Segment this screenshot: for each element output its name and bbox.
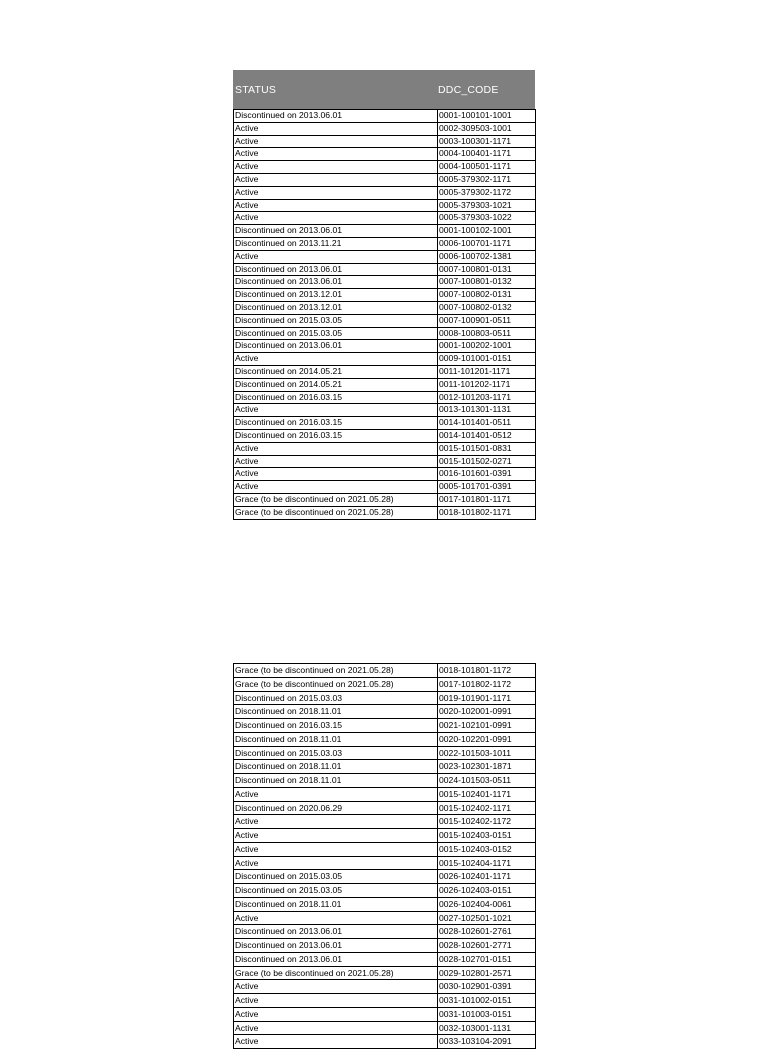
table-row bbox=[234, 897, 536, 911]
ddc-code-cell: 0020-102201-0991 bbox=[438, 732, 536, 746]
table-row bbox=[234, 391, 536, 404]
ddc-code-cell: 0018-101801-1172 bbox=[438, 664, 536, 678]
table-row bbox=[234, 506, 536, 519]
table-row bbox=[234, 212, 536, 225]
ddc-code-cell: 0006-100701-1171 bbox=[438, 237, 536, 250]
status-cell: Discontinued on 2013.06.01 bbox=[234, 340, 438, 353]
ddc-code-cell: 0009-101001-0151 bbox=[438, 353, 536, 366]
status-cell: Active bbox=[234, 199, 438, 212]
ddc-code-cell: 0033-103104-2091 bbox=[438, 1035, 536, 1049]
ddc-code-cell: 0023-102301-1871 bbox=[438, 760, 536, 774]
status-cell: Active bbox=[234, 468, 438, 481]
status-cell: Active bbox=[234, 161, 438, 174]
status-cell: Discontinued on 2016.03.15 bbox=[234, 417, 438, 430]
ddc-code-cell: 0030-102901-0391 bbox=[438, 980, 536, 994]
ddc-code-cell: 0032-103001-1131 bbox=[438, 1021, 536, 1035]
table-header bbox=[233, 70, 535, 109]
ddc-code-cell: 0026-102404-0061 bbox=[438, 897, 536, 911]
status-cell: Active bbox=[234, 994, 438, 1008]
table-row bbox=[234, 691, 536, 705]
table-row bbox=[234, 276, 536, 289]
table-row bbox=[234, 122, 536, 135]
status-cell: Active bbox=[234, 911, 438, 925]
ddc-code-cell: 0015-102402-1172 bbox=[438, 815, 536, 829]
ddc-code-cell: 0007-100901-0511 bbox=[438, 314, 536, 327]
table-row bbox=[234, 1035, 536, 1049]
table-row bbox=[234, 842, 536, 856]
status-cell: Discontinued on 2014.05.21 bbox=[234, 365, 438, 378]
table-row bbox=[234, 314, 536, 327]
status-cell: Active bbox=[234, 250, 438, 263]
table-row bbox=[234, 481, 536, 494]
status-cell: Active bbox=[234, 135, 438, 148]
status-cell: Active bbox=[234, 815, 438, 829]
ddc-code-cell: 0015-102403-0151 bbox=[438, 829, 536, 843]
ddc-code-cell: 0007-100801-0132 bbox=[438, 276, 536, 289]
table-row bbox=[234, 980, 536, 994]
table-row bbox=[234, 787, 536, 801]
table-row bbox=[234, 1007, 536, 1021]
ddc-code-cell: 0001-100101-1001 bbox=[438, 110, 536, 123]
status-cell: Active bbox=[234, 481, 438, 494]
table-row bbox=[234, 417, 536, 430]
table-row bbox=[234, 442, 536, 455]
table-row bbox=[234, 856, 536, 870]
ddc-code-cell: 0031-101003-0151 bbox=[438, 1007, 536, 1021]
table-row bbox=[234, 173, 536, 186]
ddc-code-cell: 0019-101901-1171 bbox=[438, 691, 536, 705]
table-row bbox=[234, 966, 536, 980]
ddc-code-cell: 0015-101502-0271 bbox=[438, 455, 536, 468]
ddc-code-cell: 0024-101503-0511 bbox=[438, 774, 536, 788]
ddc-code-cell: 0008-100803-0511 bbox=[438, 327, 536, 340]
ddc-code-cell: 0003-100301-1171 bbox=[438, 135, 536, 148]
table-row bbox=[234, 493, 536, 506]
status-cell: Active bbox=[234, 787, 438, 801]
ddc-code-cell: 0022-101503-1011 bbox=[438, 746, 536, 760]
table-row bbox=[234, 378, 536, 391]
table-row bbox=[234, 340, 536, 353]
status-cell: Active bbox=[234, 173, 438, 186]
ddc-code-cell: 0007-100802-0131 bbox=[438, 289, 536, 302]
table-row bbox=[234, 327, 536, 340]
status-cell: Active bbox=[234, 212, 438, 225]
status-cell: Discontinued on 2013.06.01 bbox=[234, 925, 438, 939]
ddc-code-cell: 0027-102501-1021 bbox=[438, 911, 536, 925]
ddc-code-cell: 0016-101601-0391 bbox=[438, 468, 536, 481]
status-cell: Grace (to be discontinued on 2021.05.28) bbox=[234, 506, 438, 519]
table-row bbox=[234, 732, 536, 746]
status-cell: Active bbox=[234, 455, 438, 468]
ddc-code-cell: 0007-100802-0132 bbox=[438, 301, 536, 314]
table-row bbox=[234, 939, 536, 953]
table-row bbox=[234, 237, 536, 250]
status-cell: Active bbox=[234, 148, 438, 161]
ddc-code-cell: 0021-102101-0991 bbox=[438, 719, 536, 733]
status-cell: Discontinued on 2013.06.01 bbox=[234, 952, 438, 966]
table-row bbox=[234, 365, 536, 378]
ddc-code-cell: 0028-102701-0151 bbox=[438, 952, 536, 966]
status-cell: Discontinued on 2013.12.01 bbox=[234, 289, 438, 302]
status-cell: Discontinued on 2015.03.05 bbox=[234, 870, 438, 884]
table-row bbox=[234, 925, 536, 939]
status-cell: Discontinued on 2016.03.15 bbox=[234, 391, 438, 404]
table-row bbox=[234, 468, 536, 481]
table-row bbox=[234, 994, 536, 1008]
ddc-code-cell: 0031-101002-0151 bbox=[438, 994, 536, 1008]
status-cell: Discontinued on 2013.06.01 bbox=[234, 263, 438, 276]
status-cell: Active bbox=[234, 842, 438, 856]
status-cell: Discontinued on 2018.11.01 bbox=[234, 760, 438, 774]
status-cell: Grace (to be discontinued on 2021.05.28) bbox=[234, 677, 438, 691]
ddc-code-cell: 0029-102801-2571 bbox=[438, 966, 536, 980]
ddc-code-cell: 0011-101202-1171 bbox=[438, 378, 536, 391]
ddc-code-cell: 0015-102403-0152 bbox=[438, 842, 536, 856]
table-row bbox=[234, 161, 536, 174]
status-cell: Discontinued on 2018.11.01 bbox=[234, 732, 438, 746]
status-cell: Active bbox=[234, 404, 438, 417]
table-body-bottom bbox=[234, 664, 536, 1049]
status-cell: Discontinued on 2015.03.05 bbox=[234, 314, 438, 327]
status-cell: Discontinued on 2014.05.21 bbox=[234, 378, 438, 391]
table-row bbox=[234, 263, 536, 276]
table-body-top bbox=[234, 110, 536, 520]
status-cell: Active bbox=[234, 1007, 438, 1021]
ddc-code-cell: 0004-100401-1171 bbox=[438, 148, 536, 161]
status-cell: Discontinued on 2015.03.05 bbox=[234, 884, 438, 898]
table-row bbox=[234, 705, 536, 719]
ddc-code-cell: 0015-102401-1171 bbox=[438, 787, 536, 801]
ddc-code-cell: 0002-309503-1001 bbox=[438, 122, 536, 135]
table-row bbox=[234, 353, 536, 366]
table-row bbox=[234, 664, 536, 678]
ddc-code-cell: 0005-379303-1021 bbox=[438, 199, 536, 212]
status-cell: Discontinued on 2013.06.01 bbox=[234, 110, 438, 123]
ddc-code-cell: 0028-102601-2771 bbox=[438, 939, 536, 953]
table-row bbox=[234, 815, 536, 829]
table-row bbox=[234, 952, 536, 966]
table-row bbox=[234, 829, 536, 843]
ddc-code-cell: 0007-100801-0131 bbox=[438, 263, 536, 276]
ddc-code-cell: 0028-102601-2761 bbox=[438, 925, 536, 939]
table-row bbox=[234, 110, 536, 123]
status-cell: Discontinued on 2015.03.03 bbox=[234, 746, 438, 760]
status-cell: Active bbox=[234, 186, 438, 199]
table-row bbox=[234, 911, 536, 925]
status-cell: Discontinued on 2018.11.01 bbox=[234, 705, 438, 719]
ddc-code-cell: 0026-102401-1171 bbox=[438, 870, 536, 884]
ddc-code-cell: 0012-101203-1171 bbox=[438, 391, 536, 404]
table-row bbox=[234, 186, 536, 199]
ddc-code-cell: 0015-102404-1171 bbox=[438, 856, 536, 870]
ddc-code-cell: 0015-101501-0831 bbox=[438, 442, 536, 455]
status-cell: Discontinued on 2020.06.29 bbox=[234, 801, 438, 815]
status-cell: Grace (to be discontinued on 2021.05.28) bbox=[234, 966, 438, 980]
status-cell: Active bbox=[234, 353, 438, 366]
table-row bbox=[234, 870, 536, 884]
status-cell: Discontinued on 2015.03.05 bbox=[234, 327, 438, 340]
ddc-code-cell: 0011-101201-1171 bbox=[438, 365, 536, 378]
status-cell: Discontinued on 2013.06.01 bbox=[234, 939, 438, 953]
ddc-code-cell: 0005-379303-1022 bbox=[438, 212, 536, 225]
status-cell: Discontinued on 2013.11.21 bbox=[234, 237, 438, 250]
table-row bbox=[234, 429, 536, 442]
ddc-code-cell: 0006-100702-1381 bbox=[438, 250, 536, 263]
table-row bbox=[234, 148, 536, 161]
status-cell: Discontinued on 2018.11.01 bbox=[234, 897, 438, 911]
ddc-code-cell: 0015-102402-1171 bbox=[438, 801, 536, 815]
status-table-top bbox=[233, 109, 536, 520]
status-cell: Active bbox=[234, 829, 438, 843]
table-row bbox=[234, 289, 536, 302]
status-cell: Grace (to be discontinued on 2021.05.28) bbox=[234, 664, 438, 678]
ddc-code-cell: 0014-101401-0512 bbox=[438, 429, 536, 442]
table-row bbox=[234, 774, 536, 788]
table-row bbox=[234, 135, 536, 148]
status-cell: Active bbox=[234, 980, 438, 994]
status-cell: Discontinued on 2015.03.03 bbox=[234, 691, 438, 705]
sheet-bottom bbox=[233, 663, 535, 1049]
status-cell: Discontinued on 2018.11.01 bbox=[234, 774, 438, 788]
table-row bbox=[234, 1021, 536, 1035]
ddc-code-cell: 0014-101401-0511 bbox=[438, 417, 536, 430]
ddc-code-cell: 0026-102403-0151 bbox=[438, 884, 536, 898]
status-cell: Active bbox=[234, 1035, 438, 1049]
table-row bbox=[234, 455, 536, 468]
status-cell: Active bbox=[234, 122, 438, 135]
status-cell: Grace (to be discontinued on 2021.05.28) bbox=[234, 493, 438, 506]
table-row bbox=[234, 250, 536, 263]
status-cell: Active bbox=[234, 442, 438, 455]
ddc-code-cell: 0005-101701-0391 bbox=[438, 481, 536, 494]
table-row bbox=[234, 404, 536, 417]
status-cell: Discontinued on 2013.06.01 bbox=[234, 225, 438, 238]
status-cell: Discontinued on 2013.12.01 bbox=[234, 301, 438, 314]
status-table-bottom bbox=[233, 663, 536, 1049]
sheet-top bbox=[233, 70, 535, 520]
ddc-code-cell: 0018-101802-1171 bbox=[438, 506, 536, 519]
table-row bbox=[234, 677, 536, 691]
ddc-code-cell: 0005-379302-1171 bbox=[438, 173, 536, 186]
status-cell: Discontinued on 2013.06.01 bbox=[234, 276, 438, 289]
table-row bbox=[234, 225, 536, 238]
ddc-code-cell: 0001-100202-1001 bbox=[438, 340, 536, 353]
table-row bbox=[234, 801, 536, 815]
column-header-status: STATUS bbox=[235, 83, 277, 96]
ddc-code-cell: 0005-379302-1172 bbox=[438, 186, 536, 199]
ddc-code-cell: 0017-101802-1172 bbox=[438, 677, 536, 691]
ddc-code-cell: 0004-100501-1171 bbox=[438, 161, 536, 174]
status-cell: Active bbox=[234, 856, 438, 870]
table-row bbox=[234, 884, 536, 898]
ddc-code-cell: 0013-101301-1131 bbox=[438, 404, 536, 417]
ddc-code-cell: 0017-101801-1171 bbox=[438, 493, 536, 506]
status-cell: Discontinued on 2016.03.15 bbox=[234, 429, 438, 442]
table-row bbox=[234, 760, 536, 774]
status-cell: Discontinued on 2016.03.15 bbox=[234, 719, 438, 733]
column-header-ddc-code: DDC_CODE bbox=[438, 83, 499, 96]
ddc-code-cell: 0001-100102-1001 bbox=[438, 225, 536, 238]
table-row bbox=[234, 719, 536, 733]
table-row bbox=[234, 746, 536, 760]
ddc-code-cell: 0020-102001-0991 bbox=[438, 705, 536, 719]
table-row bbox=[234, 301, 536, 314]
table-row bbox=[234, 199, 536, 212]
status-cell: Active bbox=[234, 1021, 438, 1035]
